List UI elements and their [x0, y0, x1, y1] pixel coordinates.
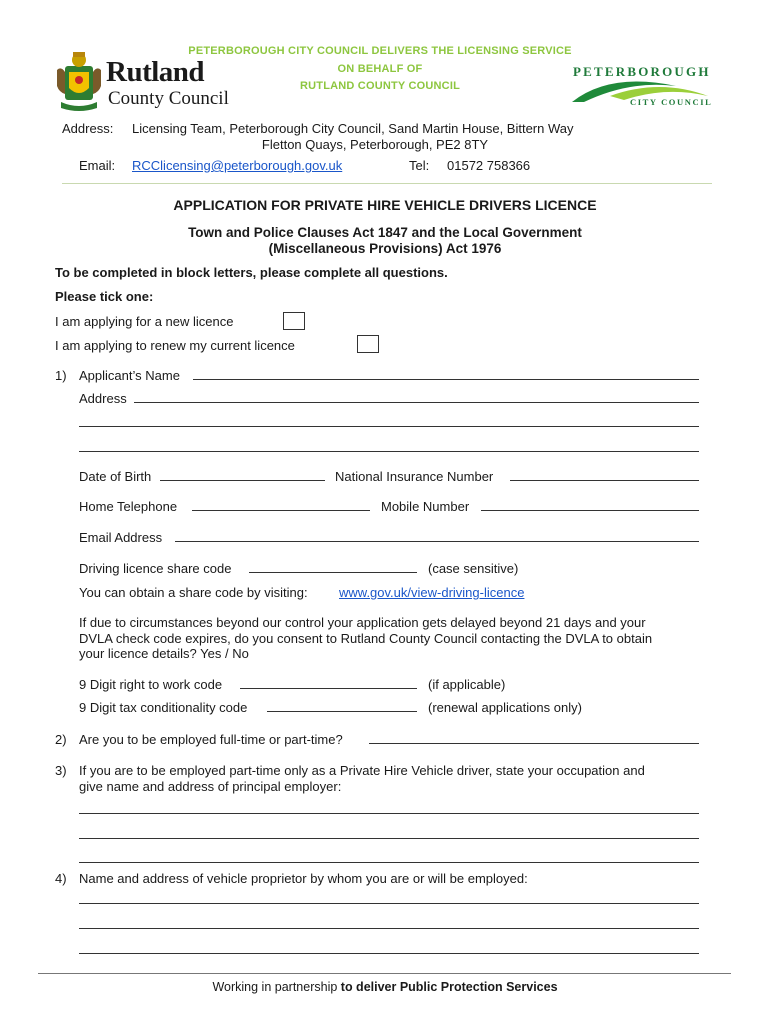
email-address-field[interactable]: [175, 541, 699, 542]
consent-line-2: DVLA check code expires, do you consent to Rutland County Council contacting the DVLA to obtain: [79, 631, 653, 646]
rutland-crest-icon: [55, 48, 103, 114]
email-label: Email:: [79, 158, 116, 173]
footer-divider: [38, 973, 731, 974]
q3-line-1: If you are to be employed part-time only as a Private Hire Vehicle driver, state your occupation and: [79, 763, 645, 778]
header-divider: [62, 183, 712, 184]
address-field-line-2[interactable]: [79, 426, 699, 427]
share-code-link[interactable]: www.gov.uk/view-driving-licence: [339, 585, 525, 600]
q4-number: 4): [55, 871, 67, 886]
tick-new-label: I am applying for a new licence: [55, 314, 234, 329]
share-code-info: You can obtain a share code by visiting:: [79, 585, 308, 600]
q4-field-line-2[interactable]: [79, 928, 699, 929]
q1-number: 1): [55, 368, 67, 383]
q3-line-2: give name and address of principal employer:: [79, 779, 342, 794]
tax-label: 9 Digit tax conditionality code: [79, 700, 248, 715]
q3-number: 3): [55, 763, 67, 778]
instructions: To be completed in block letters, please complete all questions.: [55, 265, 448, 280]
ni-field[interactable]: [510, 480, 699, 481]
footer: [0, 980, 770, 994]
home-tel-label: Home Telephone: [79, 499, 178, 514]
tel-value: 01572 758366: [447, 158, 531, 173]
rutland-logo-title: Rutland: [106, 56, 205, 88]
tick-renew-checkbox[interactable]: [357, 335, 379, 353]
q3-field-line-2[interactable]: [79, 838, 699, 839]
form-title: APPLICATION FOR PRIVATE HIRE VEHICLE DRIVERS LICENCE: [173, 197, 597, 213]
mobile-field[interactable]: [481, 510, 699, 511]
share-code-note: (case sensitive): [428, 561, 519, 576]
rtw-field[interactable]: [240, 688, 417, 689]
tax-note: (renewal applications only): [428, 700, 582, 715]
consent-line-1: If due to circumstances beyond our control your application gets delayed beyond 21 days and your: [79, 615, 646, 630]
share-code-label: Driving licence share code: [79, 561, 232, 576]
banner-line-3: RUTLAND COUNTY COUNCIL: [299, 80, 461, 92]
dob-field[interactable]: [160, 480, 325, 481]
pcc-logo-title: PETERBOROUGH: [573, 64, 711, 79]
form-subtitle-1: Town and Police Clauses Act 1847 and the Local Government: [188, 225, 582, 240]
q2-field[interactable]: [369, 743, 699, 744]
mobile-label: Mobile Number: [381, 499, 470, 514]
q2-number: 2): [55, 732, 67, 747]
applicant-name-field[interactable]: [193, 379, 699, 380]
q3-field-line-1[interactable]: [79, 813, 699, 814]
address-label: Address:: [62, 121, 114, 136]
address-field-label: Address: [79, 391, 127, 406]
address-field-line-1[interactable]: [134, 402, 699, 403]
tel-label: Tel:: [409, 158, 430, 173]
form-subtitle-2: (Miscellaneous Provisions) Act 1976: [268, 241, 502, 256]
ni-label: National Insurance Number: [335, 469, 494, 484]
share-code-field[interactable]: [249, 572, 417, 573]
address-line-1: Licensing Team, Peterborough City Council, Sand Martin House, Bittern Way: [132, 121, 574, 136]
email-address-label: Email Address: [79, 530, 163, 545]
rtw-note: (if applicable): [428, 677, 506, 692]
tick-heading: Please tick one:: [55, 289, 154, 304]
tax-field[interactable]: [267, 711, 417, 712]
tick-new-checkbox[interactable]: [283, 312, 305, 330]
footer-normal: Working in partnership: [212, 980, 341, 994]
footer-bold: to deliver Public Protection Services: [340, 980, 558, 994]
home-tel-field[interactable]: [192, 510, 370, 511]
q4-label: Name and address of vehicle proprietor by whom you are or will be employed:: [79, 871, 528, 886]
pcc-logo-subtitle: CITY COUNCIL: [630, 97, 713, 107]
applicant-name-label: Applicant’s Name: [79, 368, 180, 383]
rutland-logo-subtitle: County Council: [108, 88, 229, 109]
address-line-2: Fletton Quays, Peterborough, PE2 8TY: [261, 137, 489, 152]
banner-line-2: ON BEHALF OF: [337, 63, 423, 75]
banner-line-1: PETERBOROUGH CITY COUNCIL DELIVERS THE LICENSING SERVICE: [188, 45, 572, 57]
tick-renew-label: I am applying to renew my current licence: [55, 338, 295, 353]
dob-label: Date of Birth: [79, 469, 152, 484]
q4-field-line-1[interactable]: [79, 903, 699, 904]
q3-field-line-3[interactable]: [79, 862, 699, 863]
contact-email-link[interactable]: RCClicensing@peterborough.gov.uk: [132, 158, 343, 173]
rtw-label: 9 Digit right to work code: [79, 677, 223, 692]
consent-line-3: your licence details? Yes / No: [79, 646, 249, 661]
address-field-line-3[interactable]: [79, 451, 699, 452]
q4-field-line-3[interactable]: [79, 953, 699, 954]
q2-label: Are you to be employed full-time or part-time?: [79, 732, 343, 747]
